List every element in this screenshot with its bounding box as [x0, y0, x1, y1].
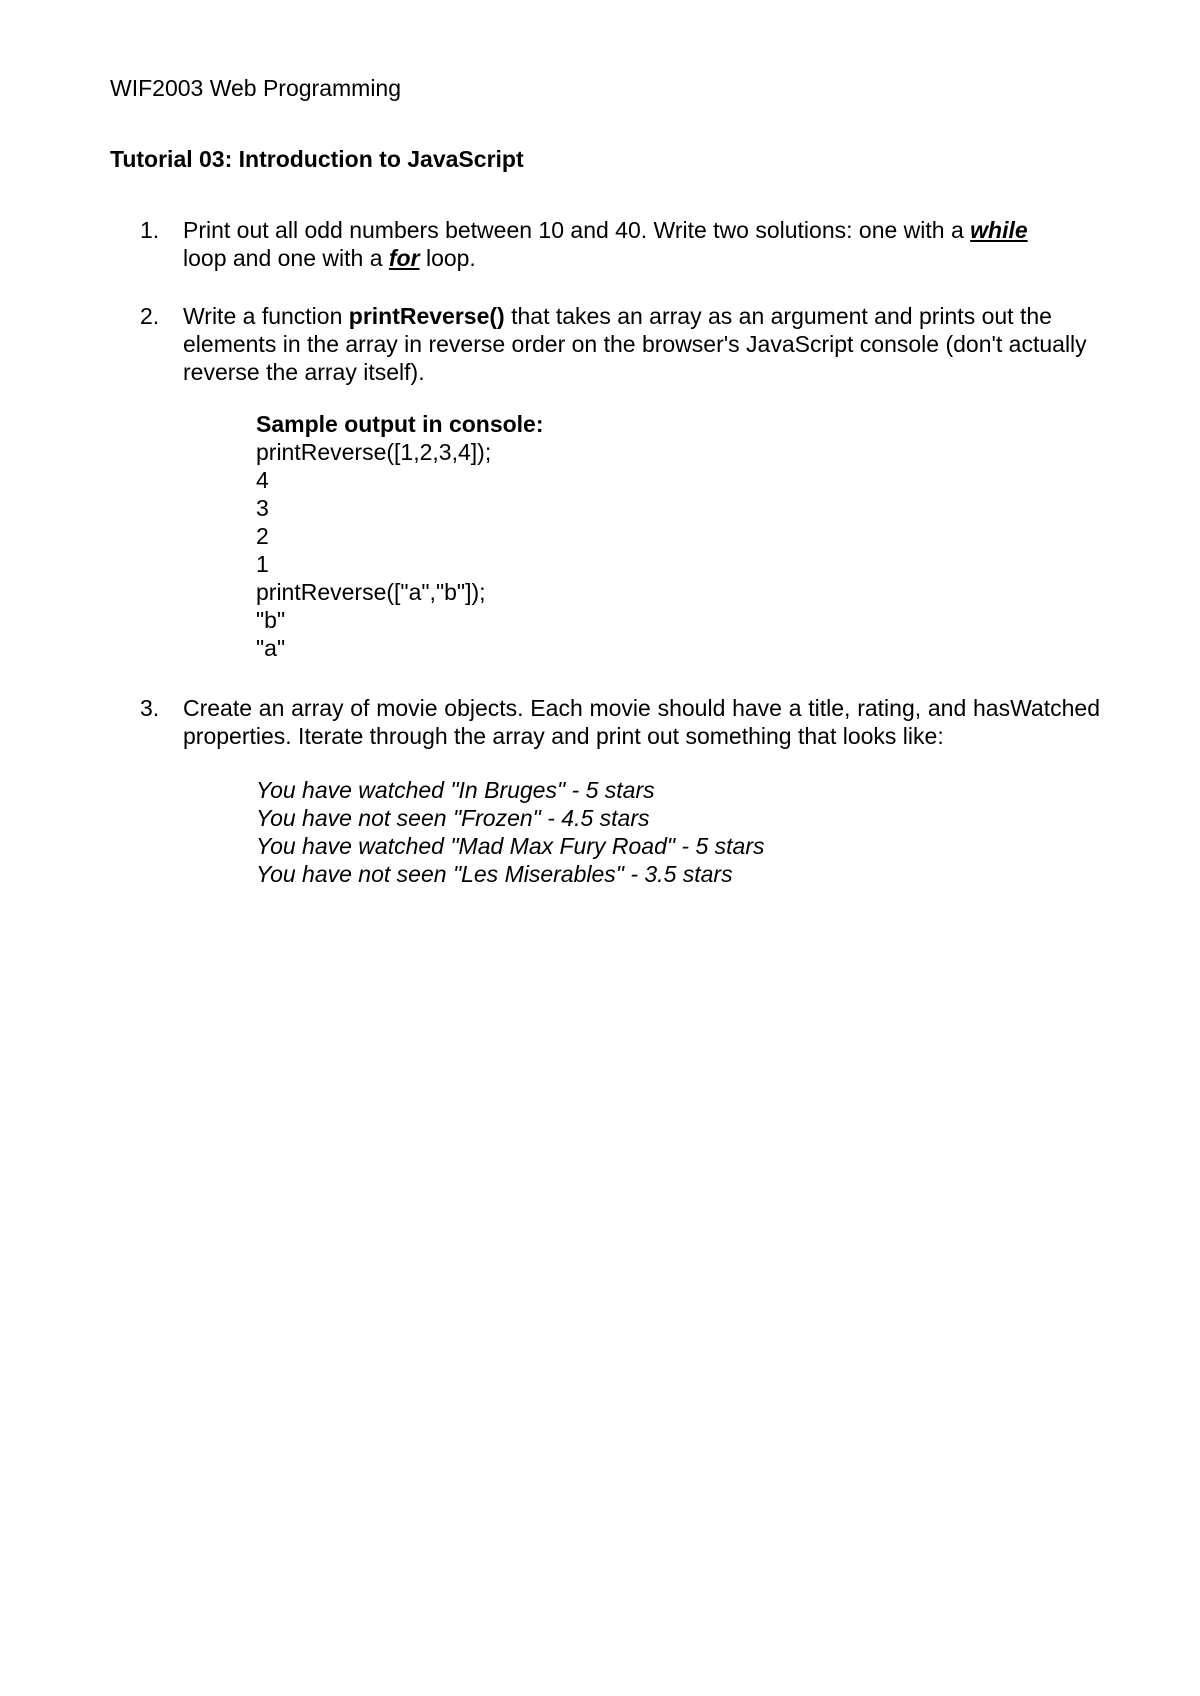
movie-examples — [256, 776, 765, 888]
sample-line: printReverse([1,2,3,4]); — [256, 439, 492, 465]
question-number: 2. — [140, 303, 160, 329]
sample-heading: Sample output in console: — [256, 411, 544, 437]
function-name: printReverse() — [348, 303, 505, 329]
course-header: WIF2003 Web Programming — [110, 75, 402, 101]
question-text-part: loop and one with a — [183, 245, 389, 271]
movie-example-line: You have not seen "Les Miserables" - 3.5 stars — [256, 861, 733, 887]
question-text-part: Write a function — [183, 303, 349, 329]
sample-output — [256, 410, 544, 662]
movie-example-line: You have watched "Mad Max Fury Road" - 5 stars — [256, 833, 765, 859]
question-text-part: that takes an array as an argument and prints out the elements in the array in reverse order on the browser's JavaScript console (don't actually reverse the array itself). — [183, 303, 1087, 385]
sample-line: 3 — [256, 495, 269, 521]
movie-example-line: You have watched "In Bruges" - 5 stars — [256, 777, 655, 803]
question-text-part: Print out all odd numbers between 10 and 40. Write two solutions: one with a — [183, 217, 971, 243]
question-text — [183, 216, 1100, 272]
question-number: 1. — [140, 217, 160, 243]
keyword-for: for — [388, 245, 420, 271]
sample-line: "b" — [256, 607, 286, 633]
sample-line: 4 — [256, 467, 269, 493]
sample-line: 2 — [256, 523, 269, 549]
sample-line: printReverse(["a","b"]); — [256, 579, 486, 605]
movie-example-line: You have not seen "Frozen" - 4.5 stars — [256, 805, 650, 831]
sample-line: 1 — [256, 551, 269, 577]
tutorial-title: Tutorial 03: Introduction to JavaScript — [110, 146, 524, 172]
sample-line: "a" — [256, 635, 286, 661]
question-text-part: loop. — [419, 245, 476, 271]
question-text — [183, 302, 1100, 386]
question-number: 3. — [140, 695, 160, 721]
question-text: Create an array of movie objects. Each movie should have a title, rating, and hasWatched properties. Iterate through the array and print out something that looks like: — [183, 695, 1100, 749]
keyword-while: while — [970, 217, 1028, 243]
